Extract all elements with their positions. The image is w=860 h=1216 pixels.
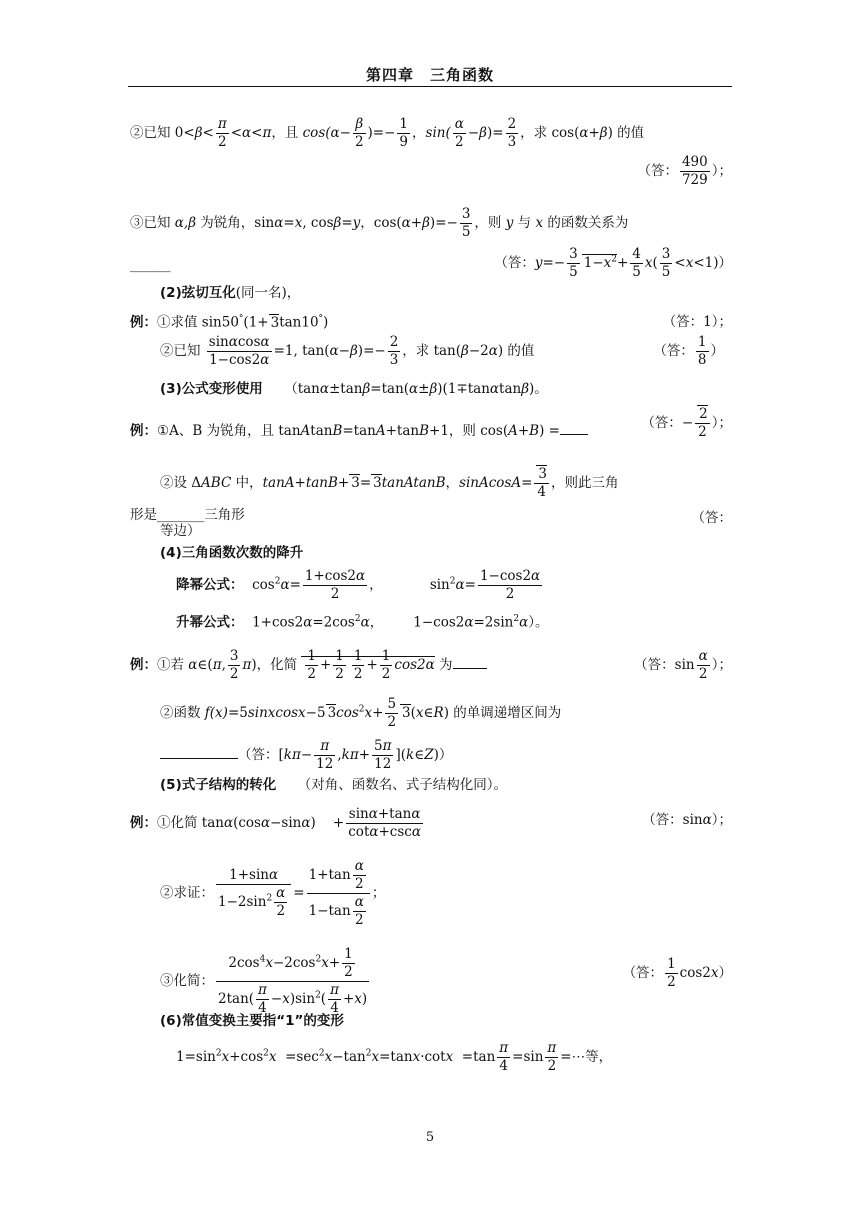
- section-2-example-1-answer: （答：1）；: [662, 314, 732, 330]
- section-3-example-2: ②设 ΔABC 中，tanA+tanB+ 3= 3tanAtanB，sinAcosA= $\frac{3}{4}$ ，则此三角: [160, 466, 619, 500]
- section-4-heading: (4)三角函数次数的降升: [160, 545, 304, 561]
- section-5-example-2: ②求证： 1+sinα $1-2\sin^2$ $\frac{\alpha}{2}$ = 1+tan $\frac{\alpha}{2}$ 1−tan $\frac{\alpha}{2}$ ；: [160, 858, 386, 928]
- example-3-answer: （答：y=− $\frac{3}{5}$ $1-x^2+$ $\frac{4}{5}$ x( $\frac{3}{5}$ <x<1)）: [494, 246, 732, 280]
- chapter-title: 第四章 三角函数: [365, 66, 494, 84]
- section-5-example-3: ③化简： $2\cos^4x-2\cos^2x+$ $\frac{1}{2}$ 2tan( $\frac{\pi}{4}$ $-x)\sin^2$( $\frac{\pi}{4}$ +x): [160, 946, 368, 1016]
- example-2: ②已知 0<β< $\frac{\pi}{2}$ <α<π，且 cos(α− $\frac{\beta}{2}$ )=− $\frac{1}{9}$ ，sin( $\frac{\alpha}{2}$ −β)= $\frac{2}{3}$ ，求 cos(α+β) 的值: [130, 116, 645, 150]
- example-3: ③已知 α,β 为锐角，sinα=x, cosβ=y，cos(α+β)=− $\frac{3}{5}$ ，则 y 与 x 的函数关系为: [130, 206, 629, 240]
- section-3-heading: (3)公式变形使用 （tanα±tanβ=tan(α±β)(1∓tanαtanβ)。: [160, 381, 548, 397]
- example-2-answer: （答： $\frac{490}{729}$ ）；: [637, 154, 732, 188]
- section-2-example-2-answer: （答： $\frac{1}{8}$ ）: [653, 334, 724, 368]
- section-4-example-1-answer: （答：sin $\frac{\alpha}{2}$ ）；: [634, 648, 732, 682]
- power-raising-formula: 升幂公式： $1+\cos 2\alpha=2\cos^2\alpha$， $1-\cos 2\alpha=2\sin^2\alpha$）。: [176, 614, 549, 631]
- page-number: 5: [425, 1130, 435, 1145]
- section-5-heading: (5)式子结构的转化 （对角、函数名、式子结构化同）。: [160, 777, 507, 793]
- example-3-blank: ______: [130, 257, 171, 273]
- section-4-example-1: 例：①若 α∈(π, $\frac{3}{2}$ π)，化简 $\frac{1}{2}$ + $\frac{1}{2}$ $\frac{1}{2}$ + $\frac{1}{2}$ cos2α 为: [130, 648, 487, 683]
- section-6-formula: $1=\sin^2x+\cos^2x =\sec^2x-\tan^2x=\tan x\cdot\cot x =\tan$ $\frac{\pi}{4}$ =sin $\frac{\pi}{2}$ =⋯等，: [176, 1040, 613, 1074]
- section-2-example-1: 例：①求值 sin50°(1+ 3tan10°): [130, 314, 329, 331]
- section-4-example-2: ②函数 f(x)=5sinxcosx−5 $3\cos^2x+$ $\frac{5}{2}$ 3(x∈R) 的单调递增区间为: [160, 696, 562, 730]
- section-3-example-1: 例：①A、B 为锐角，且 tanAtanB=tanA+tanB+1，则 cos(A+B) =: [130, 422, 588, 440]
- section-2-heading: (2)弦切互化(同一名)，: [160, 285, 301, 301]
- section-2-example-2: ②已知 $\frac{\sin\alpha\cos\alpha}{1-\cos 2\alpha}$ =1, tan(α−β)=− $\frac{2}{3}$ ，求 tan(β−2α) 的值: [160, 334, 535, 368]
- header-rule: [128, 86, 732, 87]
- power-reduction-formula: 降幂公式： $\cos^2\alpha=$ $\frac{1+\cos 2\alpha}{2}$ ， $\sin^2\alpha=$ $\frac{1-\cos 2\alpha}{2}$: [176, 568, 541, 602]
- section-5-example-1-answer: （答：sinα）；: [642, 812, 732, 828]
- section-3-example-2-cont: 形是_______三角形: [130, 507, 245, 523]
- section-5-example-1: 例：①化简 tanα(cosα−sinα) + $\frac{\sin\alpha+\tan\alpha}{\cot\alpha+\csc\alpha}$: [130, 806, 421, 840]
- section-3-example-2-answer-cont: 等边）: [160, 523, 201, 539]
- section-5-example-3-answer: （答： $\frac{1}{2}$ cos2x）: [622, 956, 732, 990]
- section-4-example-2-cont: （答：[kπ− $\frac{\pi}{12}$ ,kπ+ $\frac{5\pi}{12}$ ](k∈Z)）: [160, 738, 452, 773]
- section-6-heading: (6)常值变换主要指“1”的变形: [160, 1013, 344, 1029]
- section-3-example-1-answer: （答：− $\frac{2}{2}$ ）；: [641, 406, 732, 440]
- section-3-example-2-answer: （答：: [691, 510, 732, 526]
